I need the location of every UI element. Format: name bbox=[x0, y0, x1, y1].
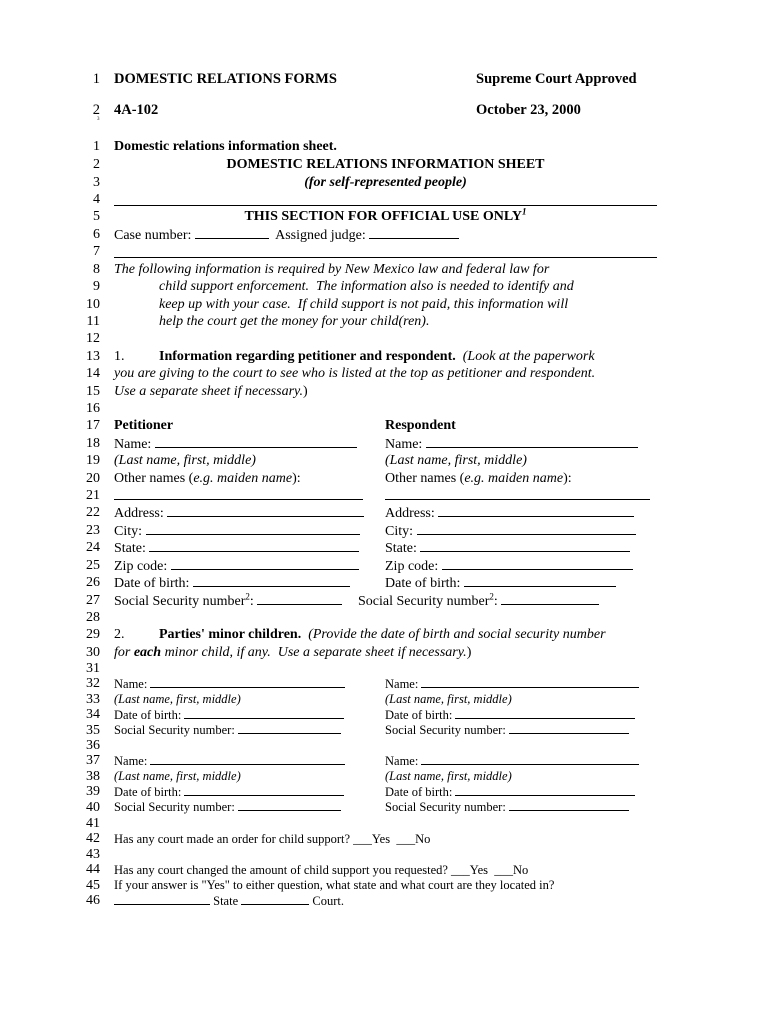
respondent-state-field[interactable] bbox=[420, 539, 630, 552]
name-hint: (Last name, first, middle) bbox=[385, 453, 527, 468]
line-number: 21 bbox=[86, 488, 100, 503]
dob-label: Date of birth: bbox=[114, 708, 182, 722]
line-number: 31 bbox=[86, 661, 100, 676]
state-label: State: bbox=[385, 541, 417, 556]
address-label: Address: bbox=[114, 506, 164, 521]
line-number: 1 bbox=[93, 139, 100, 154]
case-info-row bbox=[114, 226, 459, 244]
info-paragraph-line: keep up with your case. If child support is not paid, this information will bbox=[159, 297, 569, 312]
divider bbox=[114, 205, 657, 206]
line-number: 8 bbox=[93, 262, 100, 277]
zip-label: Zip code: bbox=[385, 559, 439, 574]
line-number: 35 bbox=[86, 723, 100, 738]
line-number: 39 bbox=[86, 784, 100, 799]
line-number: 46 bbox=[86, 893, 100, 908]
child-1-name-field[interactable] bbox=[150, 677, 345, 688]
line-number: 10 bbox=[86, 297, 100, 312]
line-number: 5 bbox=[93, 209, 100, 224]
petitioner-dob-row bbox=[114, 574, 350, 592]
name-hint: (Last name, first, middle) bbox=[114, 692, 241, 706]
respondent-city-field[interactable] bbox=[417, 522, 636, 535]
name-label: Name: bbox=[114, 754, 148, 768]
petitioner-address-field[interactable] bbox=[167, 504, 364, 517]
petitioner-heading: Petitioner bbox=[114, 418, 174, 433]
court-order-question[interactable]: Has any court made an order for child support? ___Yes ___No bbox=[114, 832, 431, 846]
line-number: 42 bbox=[86, 831, 100, 846]
petitioner-zip-field[interactable] bbox=[171, 557, 359, 570]
child-3-name-field[interactable] bbox=[150, 754, 345, 765]
petitioner-address-row bbox=[114, 504, 364, 522]
respondent-zip-row bbox=[385, 557, 633, 575]
dob-label: Date of birth: bbox=[114, 576, 190, 591]
sheet-caption: Domestic relations information sheet. bbox=[114, 139, 337, 154]
petitioner-city-field[interactable] bbox=[146, 522, 360, 535]
line-number: 11 bbox=[86, 314, 100, 329]
line-number: 32 bbox=[86, 676, 100, 691]
name-hint: (Last name, first, middle) bbox=[385, 769, 512, 783]
line-number: 16 bbox=[86, 401, 100, 416]
colon: : bbox=[249, 594, 254, 609]
footnote-marker: 1 bbox=[522, 206, 527, 217]
other-names-text: Other names ( bbox=[385, 471, 465, 486]
other-names-example: e.g. maiden name bbox=[464, 471, 564, 486]
petitioner-state-field[interactable] bbox=[149, 539, 359, 552]
line-number: 4 bbox=[93, 192, 100, 207]
petitioner-other-names-field[interactable] bbox=[114, 487, 363, 500]
child-3-ssn-row bbox=[114, 799, 341, 816]
section-1-instructions: you are giving to the court to see who is listed at the top as petitioner and respondent. bbox=[114, 366, 596, 381]
ssn-label: Social Security number: bbox=[385, 723, 506, 737]
ssn-label: Social Security number bbox=[114, 594, 246, 609]
respondent-state-row bbox=[385, 539, 630, 557]
closing-paren: ) bbox=[466, 645, 472, 660]
child-3-ssn-field[interactable] bbox=[238, 800, 341, 811]
section-2-instructions: minor child, if any. Use a separate sheet if necessary. bbox=[161, 645, 467, 660]
section-1-title: Information regarding petitioner and respondent. bbox=[159, 349, 456, 364]
forms-title: DOMESTIC RELATIONS FORMS bbox=[114, 71, 337, 87]
other-names-text: ): bbox=[563, 471, 572, 486]
line-number: 12 bbox=[86, 331, 100, 346]
child-1-ssn-field[interactable] bbox=[238, 723, 341, 734]
city-label: City: bbox=[385, 524, 414, 539]
ssn-label: Social Security number: bbox=[114, 723, 235, 737]
colon: : bbox=[493, 594, 498, 609]
name-hint: (Last name, first, middle) bbox=[385, 692, 512, 706]
section-1-instructions: Use a separate sheet if necessary. bbox=[114, 384, 303, 399]
line-number: 14 bbox=[86, 366, 100, 381]
petitioner-other-names-label bbox=[114, 470, 301, 487]
petitioner-city-row bbox=[114, 522, 360, 540]
line-number: 34 bbox=[86, 707, 100, 722]
other-names-text: Other names ( bbox=[114, 471, 194, 486]
address-label: Address: bbox=[385, 506, 435, 521]
name-label: Name: bbox=[385, 677, 419, 691]
respondent-ssn-field[interactable] bbox=[501, 592, 599, 605]
info-paragraph-line: child support enforcement. The information also is needed to identify and bbox=[159, 279, 574, 294]
section-2-instructions: (Provide the date of birth and social security number bbox=[308, 627, 606, 642]
child-2-ssn-row bbox=[385, 722, 629, 739]
line-number: 44 bbox=[86, 862, 100, 877]
respondent-address-field[interactable] bbox=[438, 504, 634, 517]
assigned-judge-label: Assigned judge: bbox=[275, 228, 366, 243]
line-number: 23 bbox=[86, 523, 100, 538]
line-number: 25 bbox=[86, 558, 100, 573]
sheet-subtitle: (for self-represented people) bbox=[304, 175, 467, 190]
respondent-name-field[interactable] bbox=[426, 435, 638, 448]
respondent-city-row bbox=[385, 522, 636, 540]
name-label: Name: bbox=[385, 437, 423, 452]
court-location-question: If your answer is "Yes" to either question, what state and what court are they located in? bbox=[114, 878, 555, 892]
state-field[interactable] bbox=[114, 894, 210, 905]
line-number: 24 bbox=[86, 540, 100, 555]
city-label: City: bbox=[114, 524, 143, 539]
line-number: 9 bbox=[93, 279, 100, 294]
line-number: 27 bbox=[86, 593, 100, 608]
line-number: 18 bbox=[86, 436, 100, 451]
petitioner-ssn-row bbox=[114, 592, 342, 610]
line-number: 30 bbox=[86, 645, 100, 660]
name-label: Name: bbox=[385, 754, 419, 768]
child-4-dob-field[interactable] bbox=[455, 785, 635, 796]
state-label: State bbox=[210, 894, 242, 908]
line-number: 41 bbox=[86, 816, 100, 831]
line-number: 20 bbox=[86, 471, 100, 486]
line-number: 28 bbox=[86, 610, 100, 625]
approval-text: Supreme Court Approved bbox=[476, 71, 637, 87]
child-4-name-field[interactable] bbox=[421, 754, 639, 765]
ssn-label: Social Security number bbox=[358, 594, 490, 609]
name-label: Name: bbox=[114, 437, 152, 452]
case-number-field[interactable] bbox=[195, 226, 269, 239]
respondent-dob-row bbox=[385, 574, 616, 592]
tiny-line-number: 3 bbox=[97, 117, 100, 122]
petitioner-zip-row bbox=[114, 557, 359, 575]
respondent-name-row bbox=[385, 435, 638, 453]
emphasis-each: each bbox=[133, 645, 162, 660]
line-number: 37 bbox=[86, 753, 100, 768]
child-1-ssn-row bbox=[114, 722, 341, 739]
line-number: 15 bbox=[86, 384, 100, 399]
court-change-question[interactable]: Has any court changed the amount of child support you requested? ___Yes ___No bbox=[114, 863, 529, 877]
section-1-instructions-end bbox=[114, 383, 308, 400]
assigned-judge-field[interactable] bbox=[369, 226, 459, 239]
ssn-label: Social Security number: bbox=[114, 800, 235, 814]
section-2-number: 2. bbox=[114, 627, 125, 642]
line-number: 36 bbox=[86, 738, 100, 753]
child-4-ssn-row bbox=[385, 799, 629, 816]
state-label: State: bbox=[114, 541, 146, 556]
child-2-name-field[interactable] bbox=[421, 677, 639, 688]
petitioner-dob-field[interactable] bbox=[193, 574, 350, 587]
line-number: 3 bbox=[93, 175, 100, 190]
dob-label: Date of birth: bbox=[385, 576, 461, 591]
info-paragraph-line: help the court get the money for your child(ren). bbox=[159, 314, 430, 329]
official-use-text: THIS SECTION FOR OFFICIAL USE ONLY bbox=[244, 209, 523, 224]
footnote-marker: 2 bbox=[489, 591, 494, 602]
section-1-instructions: (Look at the paperwork bbox=[462, 349, 595, 364]
section-2-heading bbox=[159, 626, 606, 643]
line-number: 26 bbox=[86, 575, 100, 590]
section-1-number: 1. bbox=[114, 349, 125, 364]
dob-label: Date of birth: bbox=[114, 785, 182, 799]
child-4-ssn-field[interactable] bbox=[509, 800, 629, 811]
zip-label: Zip code: bbox=[114, 559, 168, 574]
line-number: 40 bbox=[86, 800, 100, 815]
child-2-ssn-field[interactable] bbox=[509, 723, 629, 734]
line-number: 43 bbox=[86, 847, 100, 862]
sheet-title: DOMESTIC RELATIONS INFORMATION SHEET bbox=[226, 157, 545, 172]
line-number: 1 bbox=[92, 71, 100, 87]
closing-paren: ) bbox=[302, 384, 308, 399]
divider bbox=[114, 257, 657, 258]
line-number: 2 bbox=[92, 102, 100, 118]
court-field[interactable] bbox=[241, 894, 309, 905]
child-3-dob-field[interactable] bbox=[184, 785, 344, 796]
respondent-other-names-row bbox=[385, 487, 650, 505]
info-paragraph-line: The following information is required by New Mexico law and federal law for bbox=[114, 262, 550, 277]
form-number: 4A-102 bbox=[114, 102, 159, 118]
line-number: 2 bbox=[93, 157, 100, 172]
case-number-label: Case number: bbox=[114, 228, 192, 243]
section-1-heading bbox=[159, 348, 595, 365]
line-number: 45 bbox=[86, 878, 100, 893]
section-2-instructions-line bbox=[114, 644, 471, 661]
other-names-example: e.g. maiden name bbox=[193, 471, 293, 486]
respondent-heading: Respondent bbox=[385, 418, 456, 433]
child-2-dob-field[interactable] bbox=[455, 708, 635, 719]
child-1-dob-field[interactable] bbox=[184, 708, 344, 719]
line-number: 13 bbox=[86, 349, 100, 364]
name-hint: (Last name, first, middle) bbox=[114, 453, 256, 468]
name-hint: (Last name, first, middle) bbox=[114, 769, 241, 783]
court-label: Court. bbox=[309, 894, 344, 908]
petitioner-ssn-field[interactable] bbox=[257, 592, 342, 605]
respondent-zip-field[interactable] bbox=[442, 557, 633, 570]
line-number: 19 bbox=[86, 453, 100, 468]
respondent-ssn-row bbox=[358, 592, 599, 610]
dob-label: Date of birth: bbox=[385, 708, 453, 722]
petitioner-name-row bbox=[114, 435, 357, 453]
name-label: Name: bbox=[114, 677, 148, 691]
line-number: 38 bbox=[86, 769, 100, 784]
form-date: October 23, 2000 bbox=[476, 102, 581, 118]
official-use-heading bbox=[114, 208, 657, 225]
line-number: 6 bbox=[93, 227, 100, 242]
respondent-address-row bbox=[385, 504, 634, 522]
petitioner-name-field[interactable] bbox=[155, 435, 357, 448]
other-names-text: ): bbox=[292, 471, 301, 486]
dob-label: Date of birth: bbox=[385, 785, 453, 799]
petitioner-other-names-row bbox=[114, 487, 363, 505]
line-number: 22 bbox=[86, 505, 100, 520]
footnote-marker: 2 bbox=[245, 591, 250, 602]
petitioner-state-row bbox=[114, 539, 359, 557]
line-number: 7 bbox=[93, 244, 100, 259]
respondent-dob-field[interactable] bbox=[464, 574, 616, 587]
line-number: 29 bbox=[86, 627, 100, 642]
ssn-label: Social Security number: bbox=[385, 800, 506, 814]
line-number: 17 bbox=[86, 418, 100, 433]
section-2-instructions: for bbox=[114, 645, 134, 660]
respondent-other-names-label bbox=[385, 470, 572, 487]
court-location-row bbox=[114, 893, 344, 910]
section-2-title: Parties' minor children. bbox=[159, 627, 302, 642]
line-number: 33 bbox=[86, 692, 100, 707]
respondent-other-names-field[interactable] bbox=[385, 487, 650, 500]
